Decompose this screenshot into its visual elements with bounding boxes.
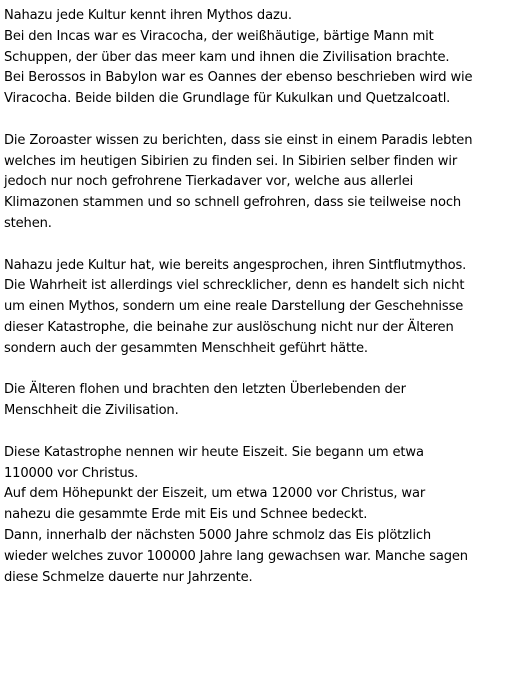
text-line: sondern auch der gesammten Menschheit geführt hätte. [4,340,368,356]
text-line: 110000 vor Christus. [4,465,139,481]
text-line: Klimazonen stammen und so schnell gefrohren, dass sie teilweise noch [4,195,462,211]
text-line: Bei den Incas war es Viracocha, der weißhäutige, bärtige Mann mit [4,28,434,44]
text-line: stehen. [4,215,52,231]
text-line: Auf dem Höhepunkt der Eiszeit, um etwa 12000 vor Christus, war [4,486,426,502]
text-line: Die Älteren flohen und brachten den letzten Überlebenden der [4,382,406,398]
text-line: um einen Mythos, sondern um eine reale Darstellung der Geschehnisse [4,299,464,315]
text-line: jedoch nur noch gefrohrene Tierkadaver vor, welche aus allerlei [4,174,414,190]
text-line: Nahazu jede Kultur hat, wie bereits angesprochen, ihren Sintflutmythos. [4,257,467,273]
text-line: dieser Katastrophe, die beinahe zur auslöschung nicht nur der Älteren [4,319,454,335]
text-line: Bei Berossos in Babylon war es Oannes der ebenso beschrieben wird wie [4,70,473,86]
text-line: Menschheit die Zivilisation. [4,403,179,419]
text-line: Diese Katastrophe nennen wir heute Eiszeit. Sie begann um etwa [4,444,424,460]
text-line: Viracocha. Beide bilden die Grundlage für Kukulkan und Quetzalcoatl. [4,91,451,107]
text-line: diese Schmelze dauerte nur Jahrzente. [4,569,253,585]
text-line: Schuppen, der über das meer kam und ihnen die Zivilisation brachte. [4,49,450,65]
paragraph-aelteren [4,380,502,422]
document-body [4,6,502,609]
paragraph-kultur-mythos [4,6,502,110]
text-line: welches im heutigen Sibirien zu finden sei. In Sibirien selber finden wir [4,153,458,169]
paragraph-zoroaster [4,131,502,235]
text-line: wieder welches zuvor 100000 Jahre lang gewachsen war. Manche sagen [4,548,468,564]
text-line: Nahazu jede Kultur kennt ihren Mythos dazu. [4,8,292,23]
text-line: Die Wahrheit ist allerdings viel schrecklicher, denn es handelt sich nicht [4,278,465,294]
text-line: Dann, innerhalb der nächsten 5000 Jahre schmolz das Eis plötzlich [4,527,432,543]
paragraph-eiszeit [4,443,502,589]
paragraph-sintflut [4,256,502,360]
text-line: nahezu die gesammte Erde mit Eis und Schnee bedeckt. [4,507,368,523]
text-line: Die Zoroaster wissen zu berichten, dass sie einst in einem Paradis lebten [4,132,473,148]
